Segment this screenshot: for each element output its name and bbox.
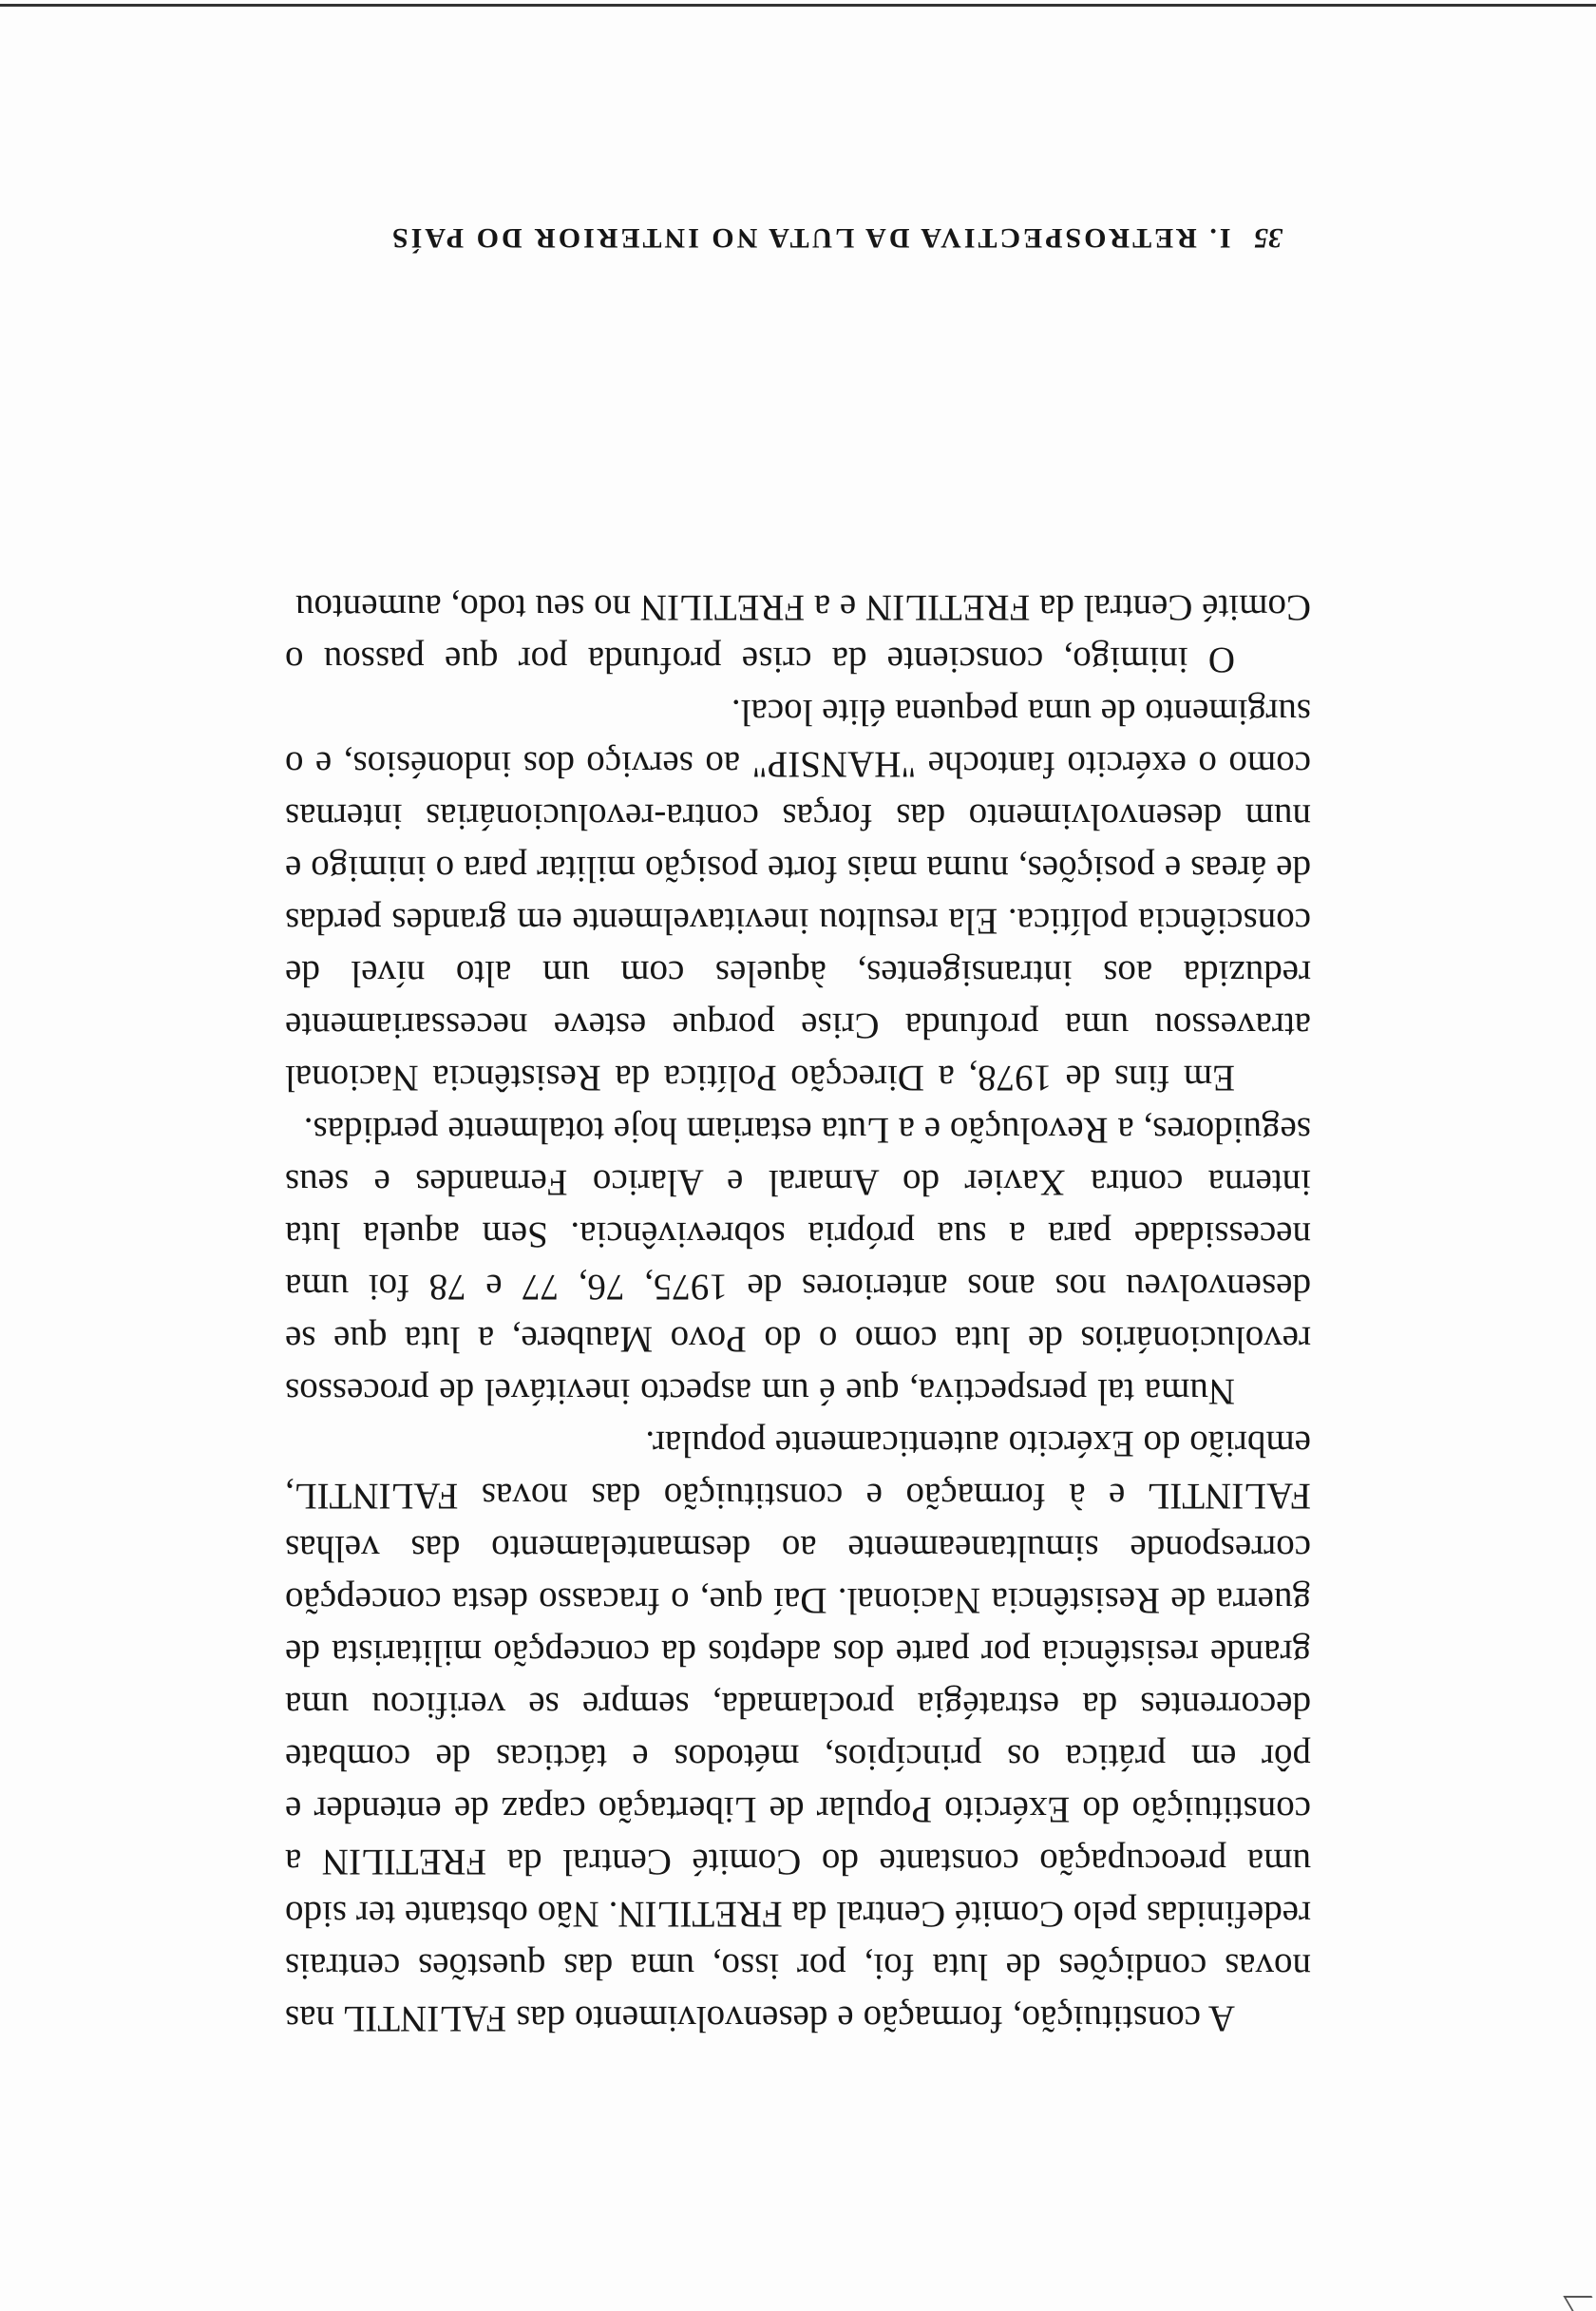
page-number: 35 bbox=[1254, 222, 1282, 254]
scan-corner-mark bbox=[1563, 2296, 1596, 2311]
running-header bbox=[304, 221, 1282, 254]
scan-edge-line bbox=[0, 4, 1596, 7]
paragraph-1978: Em fins de 1978, a Direcção Política da Resistência Nacional atravessou uma profunda Crise porque esteve necessariamente reduzida aos intransigentes, àqueles com um alto nível de consciência política. Ela resultou inevitavelmente em grandes perdas de áreas e posições, numa mais forte posição militar para o inimigo e num desenvolvimento das forças contra-revolucionárias internas como o exército fantoche "HANSIP" ao serviço dos indonésios, e o surgimento de uma pequena élite local. bbox=[285, 692, 1311, 1098]
chapter-title: I. RETROSPECTIVA DA LUTA NO INTERIOR DO PAÍS bbox=[389, 222, 1231, 254]
paragraph-perspectiva: Numa tal perspectiva, que é um aspecto inevitável de processos revolucionários de luta como o do Povo Maubere, a luta que se desenvolveu nos anos anteriores de 1975, 76, 77 e 78 foi uma necessidade para a sua própria sobrevivência. Sem aquela luta interna contra Xavier do Amaral e Alarico Fernandes e seus seguidores, a Revolução e a Luta estariam hoje totalmente perdidas. bbox=[285, 1110, 1311, 1412]
paragraph-inimigo: O inimigo, consciente da crise profunda por que passou o Comité Central da FRETILIN e a FRETILIN no seu todo, aumentou bbox=[285, 587, 1311, 680]
paragraph-falintil: A constituição, formação e desenvolvimento das FALINTIL nas novas condições de luta foi, por isso, uma das questões centrais redefinidas pelo Comité Central da FRETILIN. Não obstante ter sido uma preocupação constante do Comité Central da FRETILIN a constituição do Exército Popular de Libertação capaz de entender e pôr em prática os princípios, métodos e tácticas de combate decorrentes da estratégia proclamada, sempre se verificou uma grande resistência por parte dos adeptos da concepção militarista de guerra de Resistência Nacional. Daí que, o fracasso desta concepção corresponde simultaneamente ao desmantelamento das velhas FALINTIL e à formação e constituição das novas FALINTIL, embrião do Exército autenticamente popular. bbox=[285, 1423, 1311, 2039]
text-column bbox=[285, 582, 1311, 2045]
